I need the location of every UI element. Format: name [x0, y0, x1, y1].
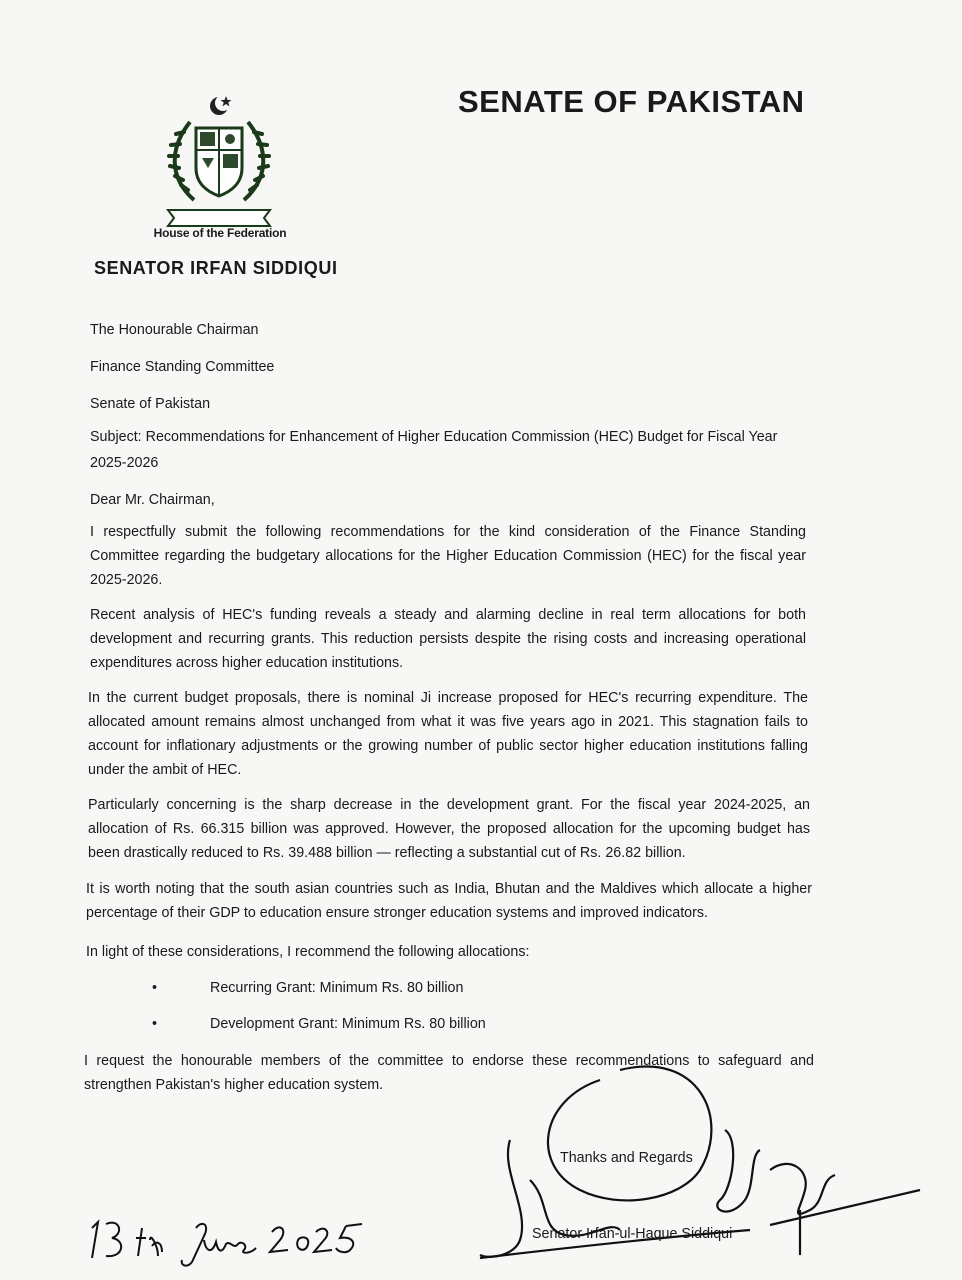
development-grant-text: Development Grant: Minimum Rs. 80 billion: [210, 1016, 486, 1032]
paragraph-3: In the current budget proposals, there is nominal Ji increase proposed for HEC's recurring expenditure. The allocated amount remains almost unchanged from what it was five years ago in 2021. This stagnation fails to account for inflationary adjustments or the growing number of public sector higher education institutions falling under the ambit of HEC.: [88, 690, 808, 778]
list-item: [152, 976, 464, 1000]
address-line-3: Senate of Pakistan: [90, 396, 211, 412]
subject-line-2: 2025-2026: [90, 455, 159, 471]
emblem-motto: House of the Federation: [153, 226, 287, 240]
recommendation-intro: In light of these considerations, I recommend the following allocations:: [86, 944, 530, 960]
thanks-and-regards: Thanks and Regards: [560, 1150, 693, 1166]
handwritten-date: [84, 1200, 384, 1270]
signatory-name: Senator Irfan-ul-Haque Siddiqui: [532, 1226, 733, 1242]
address-line-1: The Honourable Chairman: [90, 322, 259, 338]
list-item: [152, 1012, 486, 1036]
senate-title: SENATE OF PAKISTAN: [458, 84, 805, 119]
recurring-grant-text: Recurring Grant: Minimum Rs. 80 billion: [210, 980, 464, 996]
salutation: Dear Mr. Chairman,: [90, 492, 215, 508]
bullet-marker: •: [152, 980, 158, 996]
paragraph-4: Particularly concerning is the sharp decrease in the development grant. For the fiscal year 2024-2025, an allocation of Rs. 66.315 billion was approved. However, the proposed allocation for the upcoming budget has been drastically reduced to Rs. 39.488 billion — reflecting a substantial cut of Rs. 26.82 billion.: [88, 797, 810, 861]
subject-line-1: Subject: Recommendations for Enhancement of Higher Education Commission (HEC) Budget for Fiscal Year: [90, 429, 778, 445]
senator-name: SENATOR IRFAN SIDDIQUI: [94, 258, 338, 278]
state-emblem-icon: [160, 92, 278, 232]
closing-paragraph: I request the honourable members of the committee to endorse these recommendations to safeguard and strengthen Pakistan's higher education system.: [84, 1053, 814, 1093]
paragraph-2: Recent analysis of HEC's funding reveals a steady and alarming decline in real term allocations for both development and recurring grants. This reduction persists despite the rising costs and increasing operational expenditures across higher education institutions.: [90, 607, 806, 671]
paragraph-5: It is worth noting that the south asian countries such as India, Bhutan and the Maldives which allocate a higher percentage of their GDP to education ensure stronger education systems and improved indicators.: [86, 881, 812, 921]
paragraph-1: I respectfully submit the following recommendations for the kind consideration of the Finance Standing Committee regarding the budgetary allocations for the Higher Education Commission (HEC) for the fiscal year 2025-2026.: [90, 524, 806, 588]
address-line-2: Finance Standing Committee: [90, 359, 275, 375]
bullet-marker: •: [152, 1016, 158, 1032]
